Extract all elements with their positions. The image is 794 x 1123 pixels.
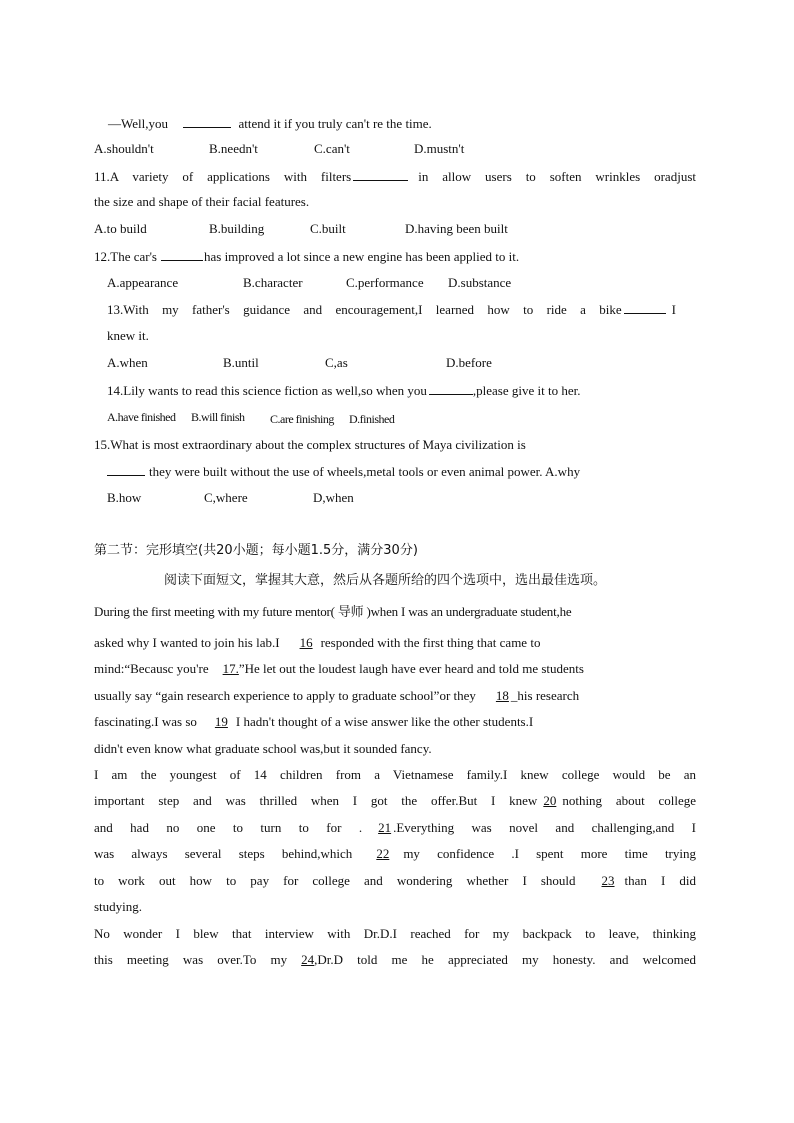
blank-number-20: 20	[543, 793, 557, 808]
blank-number-21: 21	[378, 820, 392, 835]
q14-stem-start: 14.Lily wants to read this science fiction as well,so when you	[107, 383, 427, 398]
passage-text: ”He let out the loudest laugh have ever heard and told me students	[238, 661, 584, 676]
q11-stem-start: 11.A variety of applications with filters	[94, 169, 352, 184]
q13-blank	[624, 300, 666, 314]
q11-option-c: C.built	[310, 221, 346, 236]
passage-text: this meeting was over.To my	[94, 952, 288, 967]
passage-line	[94, 634, 696, 652]
q14-stem	[107, 381, 696, 400]
passage-line	[94, 951, 696, 969]
passage-line	[94, 687, 696, 705]
q14-option-c: C.are finishing	[270, 412, 334, 426]
q10-stem	[108, 114, 710, 133]
passage-text: mind:“Becausc you're	[94, 661, 209, 676]
q13-option-c: C,as	[325, 355, 348, 370]
q13-option-b: B.until	[223, 355, 259, 370]
passage-text: usually say “gain research experience to apply to graduate school”or they	[94, 688, 476, 703]
q10-option-c: C.can't	[314, 141, 350, 156]
passage-text: asked why I wanted to join his lab.I	[94, 635, 280, 650]
q11-option-d: D.having been built	[405, 221, 508, 236]
q13-option-a: A.when	[107, 355, 148, 370]
passage-text: important step and was thrilled when I got the offer.But I knew	[94, 793, 538, 808]
q11-blank	[353, 167, 408, 181]
q15-stem-end: they were built without the use of wheels,metal tools or even animal power. A.why	[149, 464, 581, 479]
q13-stem-end: I	[671, 302, 676, 317]
q10-stem-start: —Well,you	[108, 116, 168, 131]
q10-option-d: D.mustn't	[414, 141, 465, 156]
passage-text: ,Dr.D told me he appreciated my honesty. and welcomed	[314, 952, 696, 967]
section-instruction: 阅读下面短文，掌握其大意，然后从各题所给的四个选项中，选出最佳选项。	[164, 573, 607, 588]
q11-stem-line1	[94, 167, 696, 186]
q14-stem-end: ,please give it to her.	[472, 383, 581, 398]
blank-number-19: 19	[214, 714, 228, 729]
blank-number-16: 16	[299, 635, 313, 650]
q13-option-d: D.before	[446, 355, 492, 370]
q10-option-a: A.shouldn't	[94, 141, 154, 156]
passage-line	[94, 819, 696, 837]
passage-text: responded with the first thing that came to	[320, 635, 541, 650]
blank-number-23: 23	[601, 873, 615, 888]
q15-blank	[107, 462, 145, 476]
q12-blank	[161, 247, 203, 261]
passage-line: didn't even know what graduate school was,but it sounded fancy.	[94, 741, 432, 756]
passage-text: fascinating.I was so	[94, 714, 197, 729]
q13-stem-line1	[107, 300, 676, 319]
q11-stem-line2: the size and shape of their facial features.	[94, 194, 310, 209]
q14-option-a: A.have finished	[107, 410, 176, 424]
q12-stem	[94, 247, 696, 266]
q12-stem-start: 12.The car's	[94, 249, 157, 264]
passage-text: I hadn't thought of a wise answer like the other students.I	[235, 714, 534, 729]
passage-line: No wonder I blew that interview with Dr.D.I reached for my backpack to leave, thinking	[94, 926, 696, 941]
passage-line: During the first meeting with my future mentor( 导师 )when I was an undergraduate student,he	[94, 604, 572, 619]
blank-number-24: 24	[301, 952, 315, 967]
passage-line	[94, 713, 674, 731]
q12-option-b: B.character	[243, 275, 303, 290]
q14-blank	[429, 381, 473, 395]
passage-text: than I did	[624, 873, 696, 888]
passage-line	[94, 872, 696, 890]
passage-text: _his research	[510, 688, 580, 703]
passage-text: my confidence .I spent more time trying	[403, 846, 696, 861]
q12-stem-end: has improved a lot since a new engine has been applied to it.	[203, 249, 520, 264]
passage-text: .Everything was novel and challenging,and I	[393, 820, 696, 835]
q10-stem-end: attend it if you truly can't re the time.	[238, 116, 432, 131]
passage-text: nothing about college	[562, 793, 697, 808]
passage-line: I am the youngest of 14 children from a Vietnamese family.I knew college would be an	[94, 767, 696, 782]
q11-option-a: A.to build	[94, 221, 147, 236]
q12-option-a: A.appearance	[107, 275, 179, 290]
passage-line	[94, 845, 696, 863]
q10-option-b: B.needn't	[209, 141, 258, 156]
passage-line	[94, 660, 696, 678]
q11-option-b: B.building	[209, 221, 265, 236]
passage-line	[94, 792, 696, 810]
passage-text: to work out how to pay for college and wondering whether I should	[94, 873, 576, 888]
blank-number-18: 18	[495, 688, 509, 703]
q15-option-d: D,when	[313, 490, 354, 505]
q10-blank	[183, 114, 231, 128]
q12-option-d: D.substance	[448, 275, 512, 290]
q15-option-c: C,where	[204, 490, 248, 505]
section-heading: 第二节：完形填空(共20小题；每小题1.5分，满分30分)	[94, 543, 418, 558]
q13-stem-line2: knew it.	[107, 328, 149, 343]
q13-stem-start: 13.With my father's guidance and encouragement,I learned how to ride a bike	[107, 302, 622, 317]
q11-stem-end: in allow users to soften wrinkles oradjust	[418, 169, 696, 184]
q15-option-b: B.how	[107, 490, 142, 505]
q14-option-b: B.will finish	[191, 410, 245, 424]
passage-text: was always several steps behind,which	[94, 846, 353, 861]
passage-line: studying.	[94, 899, 143, 914]
blank-number-17: 17.	[222, 661, 239, 676]
q15-stem-line2	[107, 462, 696, 481]
passage-text: and had no one to turn to for .	[94, 820, 363, 835]
q15-stem-line1: 15.What is most extraordinary about the complex structures of Maya civilization is	[94, 437, 526, 452]
q12-option-c: C.performance	[346, 275, 424, 290]
blank-number-22: 22	[376, 846, 390, 861]
q14-option-d: D.finished	[349, 412, 395, 426]
